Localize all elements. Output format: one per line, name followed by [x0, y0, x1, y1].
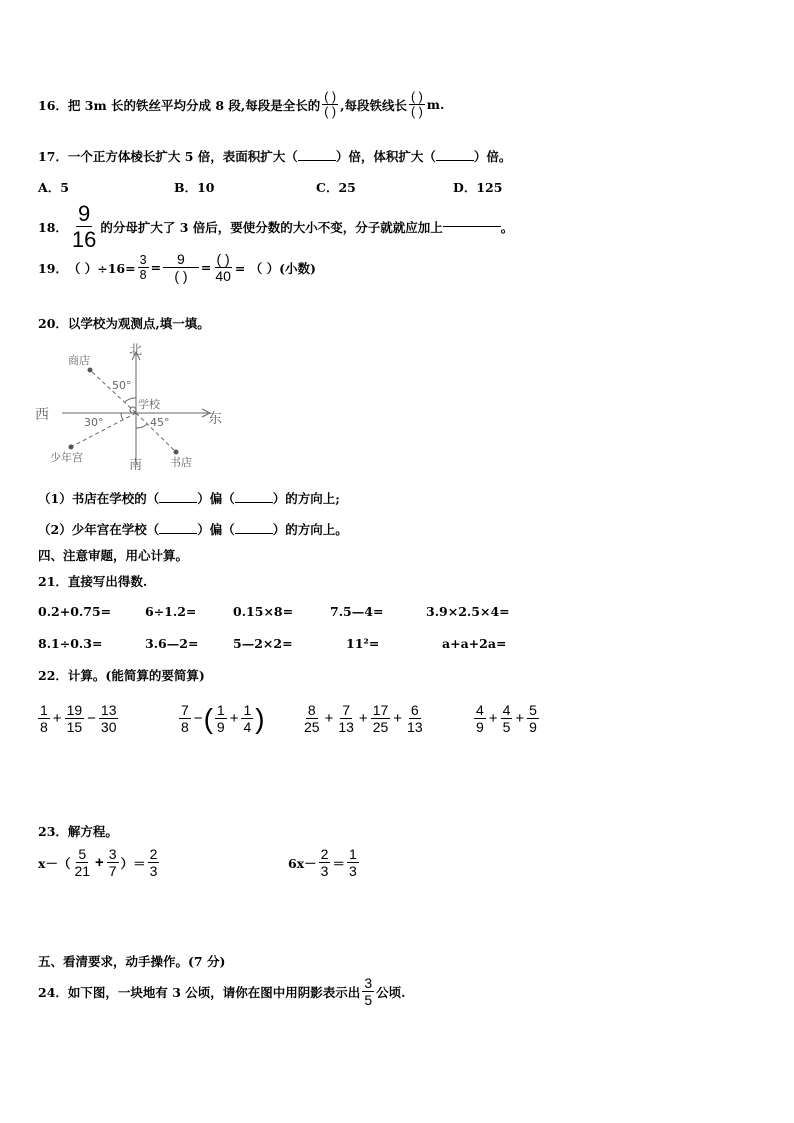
q21-item: 11²= [346, 636, 380, 651]
youth-palace-label: 少年宫 [50, 451, 83, 464]
q16-text-a: 把 3m 长的铁丝平均分成 8 段,每段是全长的 [67, 97, 321, 113]
angle-45-label: 45° [150, 416, 170, 429]
q21-item: a+a+2a= [442, 636, 507, 651]
question-20: 20．以学校为观测点,填一填。 [38, 316, 210, 331]
q19-fraction-3-8: $\frac{3}{8}$ [139, 252, 147, 283]
q21-item: 0.15×8= [233, 604, 294, 619]
q21-item: 7.5—4= [330, 604, 384, 619]
south-label: 南 [129, 458, 143, 473]
question-19: 19． （ ）÷16= $\frac{3}{8}$ = $\frac{9}{( )}$ = $\frac{( )}{40}$ = （ ）(小数) [38, 251, 316, 285]
angle-50-label: 50° [112, 379, 132, 392]
q17-option-b[interactable]: B．10 [174, 180, 215, 195]
question-16 [38, 90, 444, 120]
q22-expression-3: $\frac{8}{25}$ + $\frac{7}{13}$ + $\frac{17}{25}$ + $\frac{6}{13}$ [304, 702, 423, 736]
q24-fraction: $\frac{3}{5}$ [364, 975, 373, 1009]
north-label: 北 [129, 343, 143, 358]
question-21: 21．直接写出得数. [38, 574, 148, 589]
q21-item: 0.2+0.75= [38, 604, 112, 619]
question-24: 24． 如下图，一块地有 3 公顷，请你在图中用阴影表示出 $\frac{3}{5}$ 公顷. [38, 975, 406, 1009]
section-5-heading: 五、看清要求，动手操作。(7 分) [38, 954, 226, 969]
q16-unit: m. [426, 97, 445, 113]
q16-number: 16． [38, 97, 68, 113]
q16-text-b: ,每段铁线长 [340, 97, 407, 113]
q20-sub1-blank-1[interactable] [159, 502, 197, 503]
question-23: 23．解方程。 [38, 824, 118, 839]
angle-30-label: 30° [84, 416, 104, 429]
shop-label: 商店 [68, 354, 90, 367]
question-22: 22．计算。(能简算的要简算) [38, 668, 205, 683]
q18-answer-blank[interactable] [443, 226, 501, 227]
q19-fraction-9-blank: $\frac{9}{( )}$ [163, 251, 199, 284]
q21-item: 3.9×2.5×4= [426, 604, 510, 619]
q17-option-d[interactable]: D．125 [453, 180, 503, 195]
q20-sub1: （1）书店在学校的（ ）偏（ ）的方向上; [38, 491, 340, 506]
west-label: 西 [35, 407, 49, 423]
q20-sub2-blank-1[interactable] [159, 533, 197, 534]
q22-expression-2: $\frac{7}{8}$ − ( $\frac{1}{9}$ + $\frac{1}{4}$ ) [181, 702, 265, 736]
q21-item: 8.1÷0.3= [38, 636, 103, 651]
bookstore-label: 书店 [170, 456, 192, 469]
q17-option-c[interactable]: C．25 [316, 180, 356, 195]
q22-expression-4: $\frac{4}{9}$ + $\frac{4}{5}$ + $\frac{5}{9}$ [476, 702, 537, 736]
q20-sub1-blank-2[interactable] [235, 502, 273, 503]
q21-item: 5—2×2= [233, 636, 293, 651]
q21-item: 6÷1.2= [145, 604, 197, 619]
compass-diagram [30, 340, 230, 475]
school-label: 学校 [138, 398, 160, 411]
q23-equation-2: 6x－ $\frac{2}{3}$ ＝ $\frac{1}{3}$ [288, 846, 357, 880]
q20-sub2-blank-2[interactable] [235, 533, 273, 534]
east-label: 东 [208, 411, 222, 427]
q19-fraction-blank-40: $\frac{( )}{40}$ [215, 251, 231, 285]
section-4-heading: 四、注意审题，用心计算。 [38, 548, 189, 563]
q23-equation-1: x－（ $\frac{5}{21}$ + $\frac{3}{7}$ ）＝ $\frac{2}{3}$ [38, 846, 158, 880]
q18-fraction: $\frac{9}{16}$ [71, 201, 97, 253]
question-17: 17．一个正方体棱长扩大 5 倍，表面积扩大（ ）倍，体积扩大（ ）倍。 [38, 149, 512, 164]
q20-sub2: （2）少年宫在学校（ ）偏（ ）的方向上。 [38, 522, 348, 537]
q16-blank-fraction-1: $\frac{( )}{( )}$ [324, 90, 337, 120]
question-18: 18． $\frac{9}{16}$ 的分母扩大了 3 倍后，要使分数的大小不变，分子就就应加上 。 [38, 201, 514, 253]
q22-expression-1: $\frac{1}{8}$ + $\frac{19}{15}$ − $\frac{13}{30}$ [40, 702, 117, 736]
q16-blank-fraction-2: $\frac{( )}{( )}$ [410, 90, 423, 120]
q21-item: 3.6—2= [145, 636, 199, 651]
q17-option-a[interactable]: A．5 [38, 180, 69, 195]
